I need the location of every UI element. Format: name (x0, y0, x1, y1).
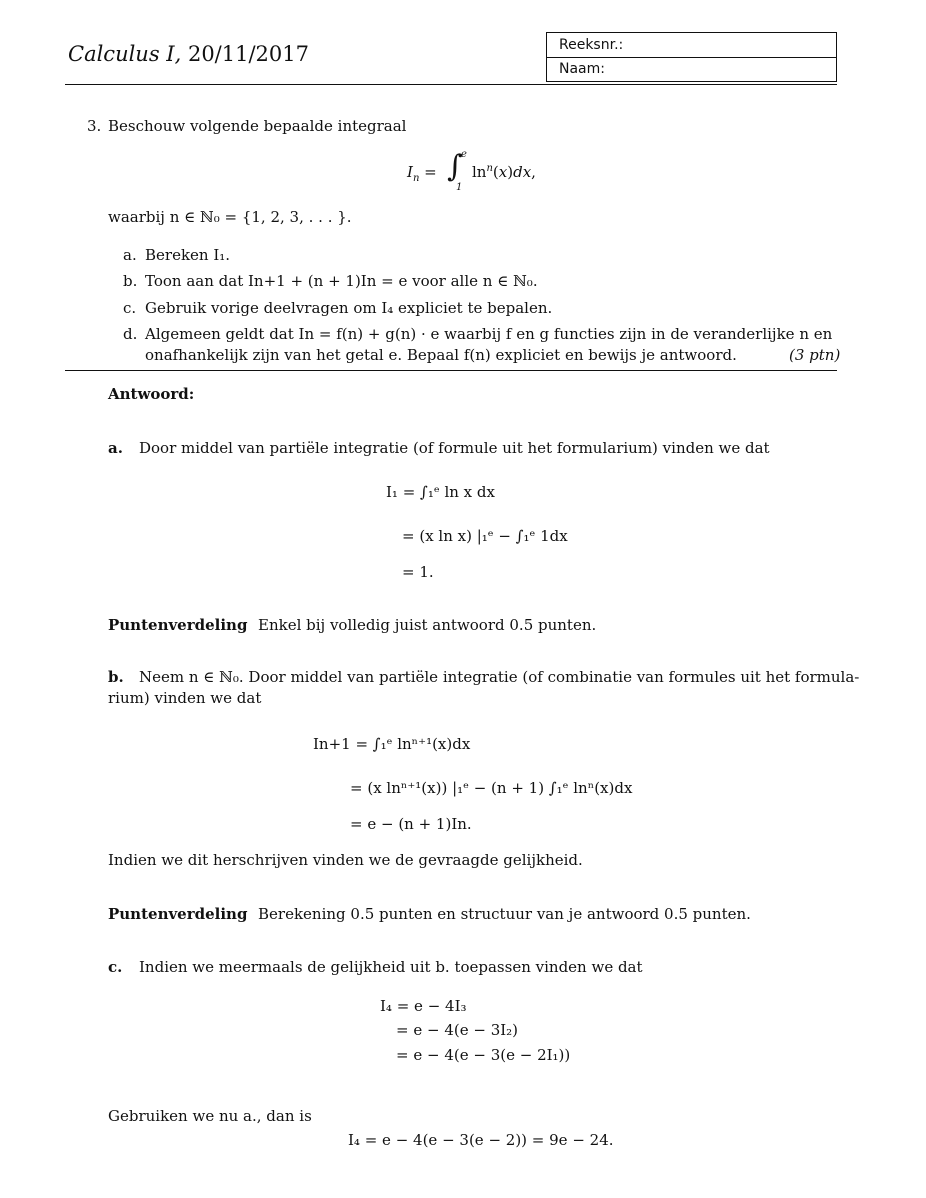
part-c-text: Gebruik vorige deelvragen om I₄ expliciet te bepalen. (145, 299, 553, 317)
answer-a-text: Door middel van partiële integratie (of formule uit het formularium) vinden we dat (139, 439, 770, 457)
answer-c-line-1: I₄ = e − 4I₃ (380, 997, 467, 1015)
answer-a-label: a. (108, 439, 123, 457)
part-d-text-cont: onafhankelijk zijn van het getal e. Bepaal f(n) expliciet en bewijs je antwoord. (145, 346, 737, 364)
answer-a-line-1: I₁ = ∫₁ᵉ ln x dx (386, 483, 495, 501)
answer-b-grading-label: Puntenverdeling (108, 905, 248, 923)
question-intro: Beschouw volgende bepaalde integraal (108, 117, 407, 135)
answer-a-line-2: = (x ln x) |₁ᵉ − ∫₁ᵉ 1dx (402, 527, 568, 545)
answer-a-line-3: = 1. (402, 563, 434, 581)
part-b-label: b. (123, 272, 138, 290)
answer-c-line-3: = e − 4(e − 3(e − 2I₁)) (396, 1046, 571, 1064)
student-id-box (546, 32, 837, 82)
answer-b-grading: Berekening 0.5 punten en structuur van je antwoord 0.5 punten. (258, 905, 751, 923)
part-b-text: Toon aan dat In+1 + (n + 1)In = e voor alle n ∈ ℕ₀. (145, 272, 538, 290)
answer-c-line-2: = e − 4(e − 3I₂) (396, 1021, 519, 1039)
points-badge: (3 ptn) (789, 346, 841, 364)
answer-b-text-cont: rium) vinden we dat (108, 689, 262, 707)
question-number: 3. (87, 117, 102, 135)
domain-statement: waarbij n ∈ ℕ₀ = {1, 2, 3, . . . }. (108, 208, 352, 226)
series-label: Reeksnr.: (559, 37, 624, 53)
exam-page: Calculus I, 20/11/2017 Reeksnr.: Naam: 3. Beschouw volgende bepaalde integraal $I_n$ = ∫ e 1 $\ln^n(x)dx$, waarbij n ∈ ℕ₀ = {1, 2, 3, . . . }. a. Bereken I₁. b. Toon aan dat In+1 + (n + 1)In = e voor alle n ∈ ℕ₀. c. Gebruik vorige deelvragen om I₄ expliciet te bepalen. d. Algemeen geldt dat In = f(n) + g(n) · e waarbij f en g functies zijn in de veranderlijke n en onafhankelijk zijn van het getal e. Bepaal f(n) expliciet en bewijs je antwoord. (3 ptn) Antwoord: a. Door middel van partiële integratie (of formule uit het formularium) vinden we dat I₁ = ∫₁ᵉ ln x dx = (x ln x) |₁ᵉ − ∫₁ᵉ 1dx = 1. Puntenverdeling Enkel bij volledig juist antwoord 0.5 punten. b. Neem n ∈ ℕ₀. Door middel van partiële integratie (of combinatie van formules uit het formula- rium) vinden we dat In+1 = ∫₁ᵉ lnⁿ⁺¹(x)dx = (x lnⁿ⁺¹(x)) |₁ᵉ − (n + 1) ∫₁ᵉ lnⁿ(x)dx = e − (n + 1)In. Indien we dit herschrijven vinden we de gevraagde gelijkheid. Puntenverdeling Berekening 0.5 punten en structuur van je antwoord 0.5 punten. c. Indien we meermaals de gelijkheid uit b. toepassen vinden we dat I₄ = e − 4I₃ = e − 4(e − 3I₂) = e − 4(e − 3(e − 2I₁)) Gebruiken we nu a., dan is I₄ = e − 4(e − 3(e − 2)) = 9e − 24. (0, 0, 926, 1198)
answer-heading: Antwoord: (108, 385, 195, 403)
header-rule (65, 84, 837, 85)
id-box-divider (547, 57, 836, 58)
page-title: Calculus I, 20/11/2017 (68, 42, 309, 66)
answer-c-text: Indien we meermaals de gelijkheid uit b. toepassen vinden we dat (139, 958, 643, 976)
answer-c-after: Gebruiken we nu a., dan is (108, 1107, 312, 1125)
answer-b-after: Indien we dit herschrijven vinden we de gevraagde gelijkheid. (108, 851, 583, 869)
answer-a-grading-label: Puntenverdeling (108, 616, 248, 634)
part-a-label: a. (123, 246, 137, 264)
answer-b-line-1: In+1 = ∫₁ᵉ lnⁿ⁺¹(x)dx (313, 735, 471, 753)
part-c-label: c. (123, 299, 137, 317)
answer-divider (65, 370, 837, 371)
name-label: Naam: (559, 61, 605, 77)
answer-c-label: c. (108, 958, 123, 976)
answer-b-line-2: = (x lnⁿ⁺¹(x)) |₁ᵉ − (n + 1) ∫₁ᵉ lnⁿ(x)dx (350, 779, 633, 797)
part-a-text: Bereken I₁. (145, 246, 231, 264)
part-d-text: Algemeen geldt dat In = f(n) + g(n) · e waarbij f en g functies zijn in de veranderlijke n en (145, 325, 833, 343)
answer-b-line-3: = e − (n + 1)In. (350, 815, 472, 833)
part-d-label: d. (123, 325, 138, 343)
answer-b-text: Neem n ∈ ℕ₀. Door middel van partiële integratie (of combinatie van formules uit het formula- (139, 668, 860, 686)
answer-b-label: b. (108, 668, 124, 686)
answer-a-grading: Enkel bij volledig juist antwoord 0.5 punten. (258, 616, 597, 634)
answer-c-final: I₄ = e − 4(e − 3(e − 2)) = 9e − 24. (348, 1131, 614, 1149)
